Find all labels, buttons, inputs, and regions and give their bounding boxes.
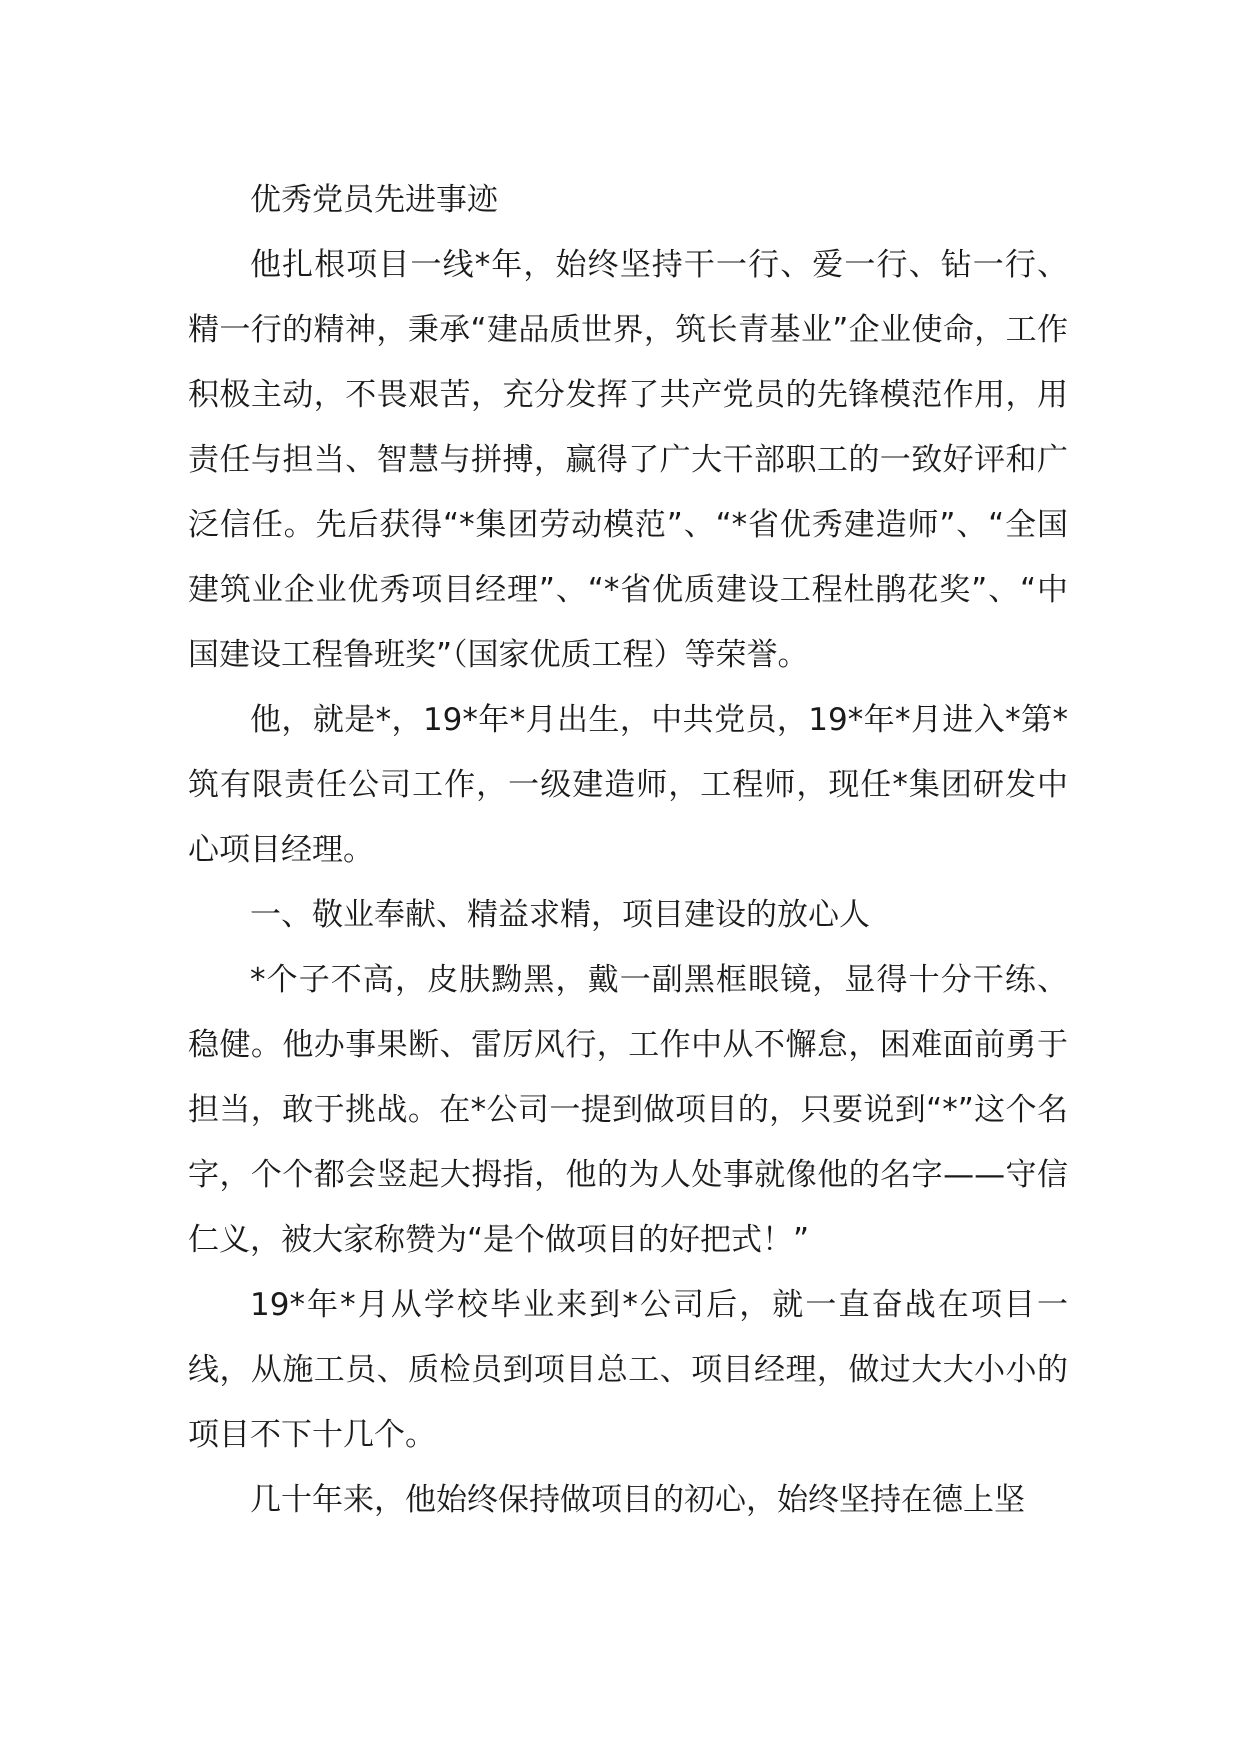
section-heading-1: 一、敬业奉献、精益求精，项目建设的放心人	[250, 897, 870, 933]
paragraph-character: *个子不高，皮肤黝黑，戴一副黑框眼镜，显得十分干练、稳健。他办事果断、雷厉风行，工作中从不懈怠，困难面前勇于担当，敢于挑战。在*公司一提到做项目的，只要说到“*”这个名字，个个都会竖起大拇指，他的为人处事就像他的名字——守信仁义，被大家称赞为“是个做项目的好把式！”	[188, 962, 1068, 1258]
document-body	[188, 168, 1068, 1533]
paragraph-intro: 他扎根项目一线*年，始终坚持干一行、爱一行、钻一行、精一行的精神，秉承“建品质世界，筑长青基业”企业使命，工作积极主动，不畏艰苦，充分发挥了共产党员的先锋模范作用，用责任与担当、智慧与拼搏，赢得了广大干部职工的一致好评和广泛信任。先后获得“*集团劳动模范”、“*省优秀建造师”、“全国建筑业企业优秀项目经理”、“*省优质建设工程杜鹃花奖”、“中国建设工程鲁班奖”（国家优质工程）等荣誉。	[188, 247, 1068, 673]
paragraph-profile: 他，就是*，19*年*月出生，中共党员，19*年*月进入*第*筑有限责任公司工作，一级建造师，工程师，现任*集团研发中心项目经理。	[188, 702, 1068, 868]
paragraph-continued: 几十年来，他始终保持做项目的初心，始终坚持在德上坚	[250, 1482, 1025, 1518]
paragraph-career: 19*年*月从学校毕业来到*公司后，就一直奋战在项目一线，从施工员、质检员到项目总工、项目经理，做过大大小小的项目不下十几个。	[188, 1287, 1068, 1453]
document-title: 优秀党员先进事迹	[250, 182, 498, 218]
